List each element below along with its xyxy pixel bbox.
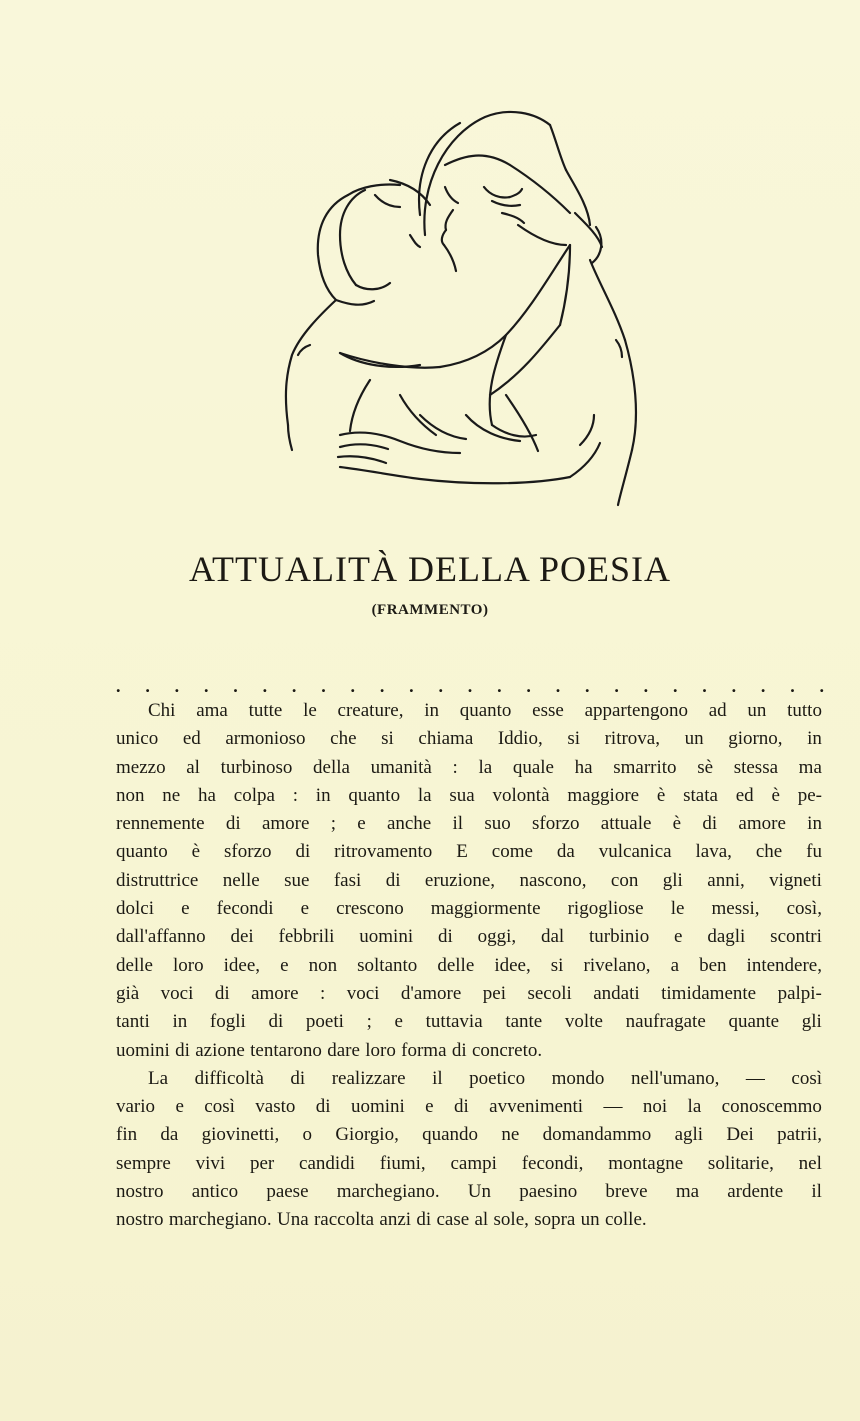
text-line: dall'affanno dei febbrili uomini di oggi, dal turbinio e dagli scontri [116,926,822,948]
ellipsis-dot: . [409,676,414,696]
ellipsis-dot: . [321,676,326,696]
text-line: dolci e fecondi e crescono maggiormente rigogliose le messi, così, [116,898,822,920]
ellipsis-row [116,676,824,697]
page-subtitle: (FRAMMENTO) [371,602,489,618]
ellipsis-dot: . [116,676,121,696]
text-line: uomini di azione tentarono dare loro forma di concreto. [116,1039,543,1061]
text-line: sempre vivi per candidi fiumi, campi fecondi, montagne solitarie, nel [116,1152,822,1174]
ellipsis-dot: . [203,676,209,696]
ellipsis-dot: . [555,676,561,696]
ellipsis-dot: . [731,676,737,696]
ellipsis-dot: . [702,676,707,696]
ellipsis-dot: . [819,676,824,696]
ellipsis-dot: . [760,676,766,696]
text-line: rennemente di amore ; e anche il suo sforzo attuale è di amore in [116,813,822,835]
line-drawing-icon [270,95,670,515]
page-title: ATTUALITÀ DELLA POESIA [189,549,671,589]
text-line: quanto è sforzo di ritrovamento E come da vulcanica lava, che fu [116,841,822,863]
ellipsis-dot: . [497,676,502,696]
text-line: nostro marchegiano. Una raccolta anzi di case al sole, sopra un colle. [116,1209,647,1231]
ellipsis-dot: . [790,676,795,696]
ellipsis-dot: . [145,676,150,696]
text-line: fin da giovinetti, o Giorgio, quando ne domandammo agli Dei patrii, [116,1124,822,1146]
text-line: delle loro idee, e non soltanto delle idee, si rivelano, a ben intendere, [116,954,822,976]
ellipsis-dot: . [438,676,443,696]
text-line: La difficoltà di realizzare il poetico mondo nell'umano, — così [148,1067,822,1089]
text-line: mezzo al turbinoso della umanità : la quale ha smarrito sè stessa ma [116,756,822,778]
ellipsis-dot: . [526,676,531,696]
ellipsis-dot: . [350,676,355,696]
ellipsis-dot: . [379,676,385,696]
ellipsis-dot: . [262,676,268,696]
text-line: distruttrice nelle sue fasi di eruzione, nascono, con gli anni, vigneti [116,869,822,891]
ellipsis-dot: . [585,676,590,696]
text-line: tanti in fogli di poeti ; e tuttavia tante volte naufragate quante gli [116,1011,822,1033]
ellipsis-dot: . [643,676,649,696]
ellipsis-dot: . [291,676,297,696]
ellipsis-dot: . [233,676,238,696]
ellipsis-dot: . [614,676,619,696]
text-line: Chi ama tutte le creature, in quanto esse appartengono ad un tutto [148,700,822,721]
text-line: vario e così vasto di uomini e di avvenimenti — noi la conoscemmo [116,1096,822,1118]
ellipsis-dot: . [467,676,473,696]
text-line: non ne ha colpa : in quanto la sua volontà maggiore è stata ed è pe- [116,784,822,806]
text-line: unico ed armonioso che si chiama Iddio, si ritrova, un giorno, in [116,728,822,750]
body-text [116,697,822,1235]
ellipsis-dot: . [174,676,180,696]
mother-child-illustration [270,95,670,515]
text-line: nostro antico paese marchegiano. Un paesino breve ma ardente il [116,1181,822,1203]
ellipsis-dot: . [672,676,678,696]
text-line: già voci di amore : voci d'amore pei secoli andati timidamente palpi- [116,982,822,1004]
